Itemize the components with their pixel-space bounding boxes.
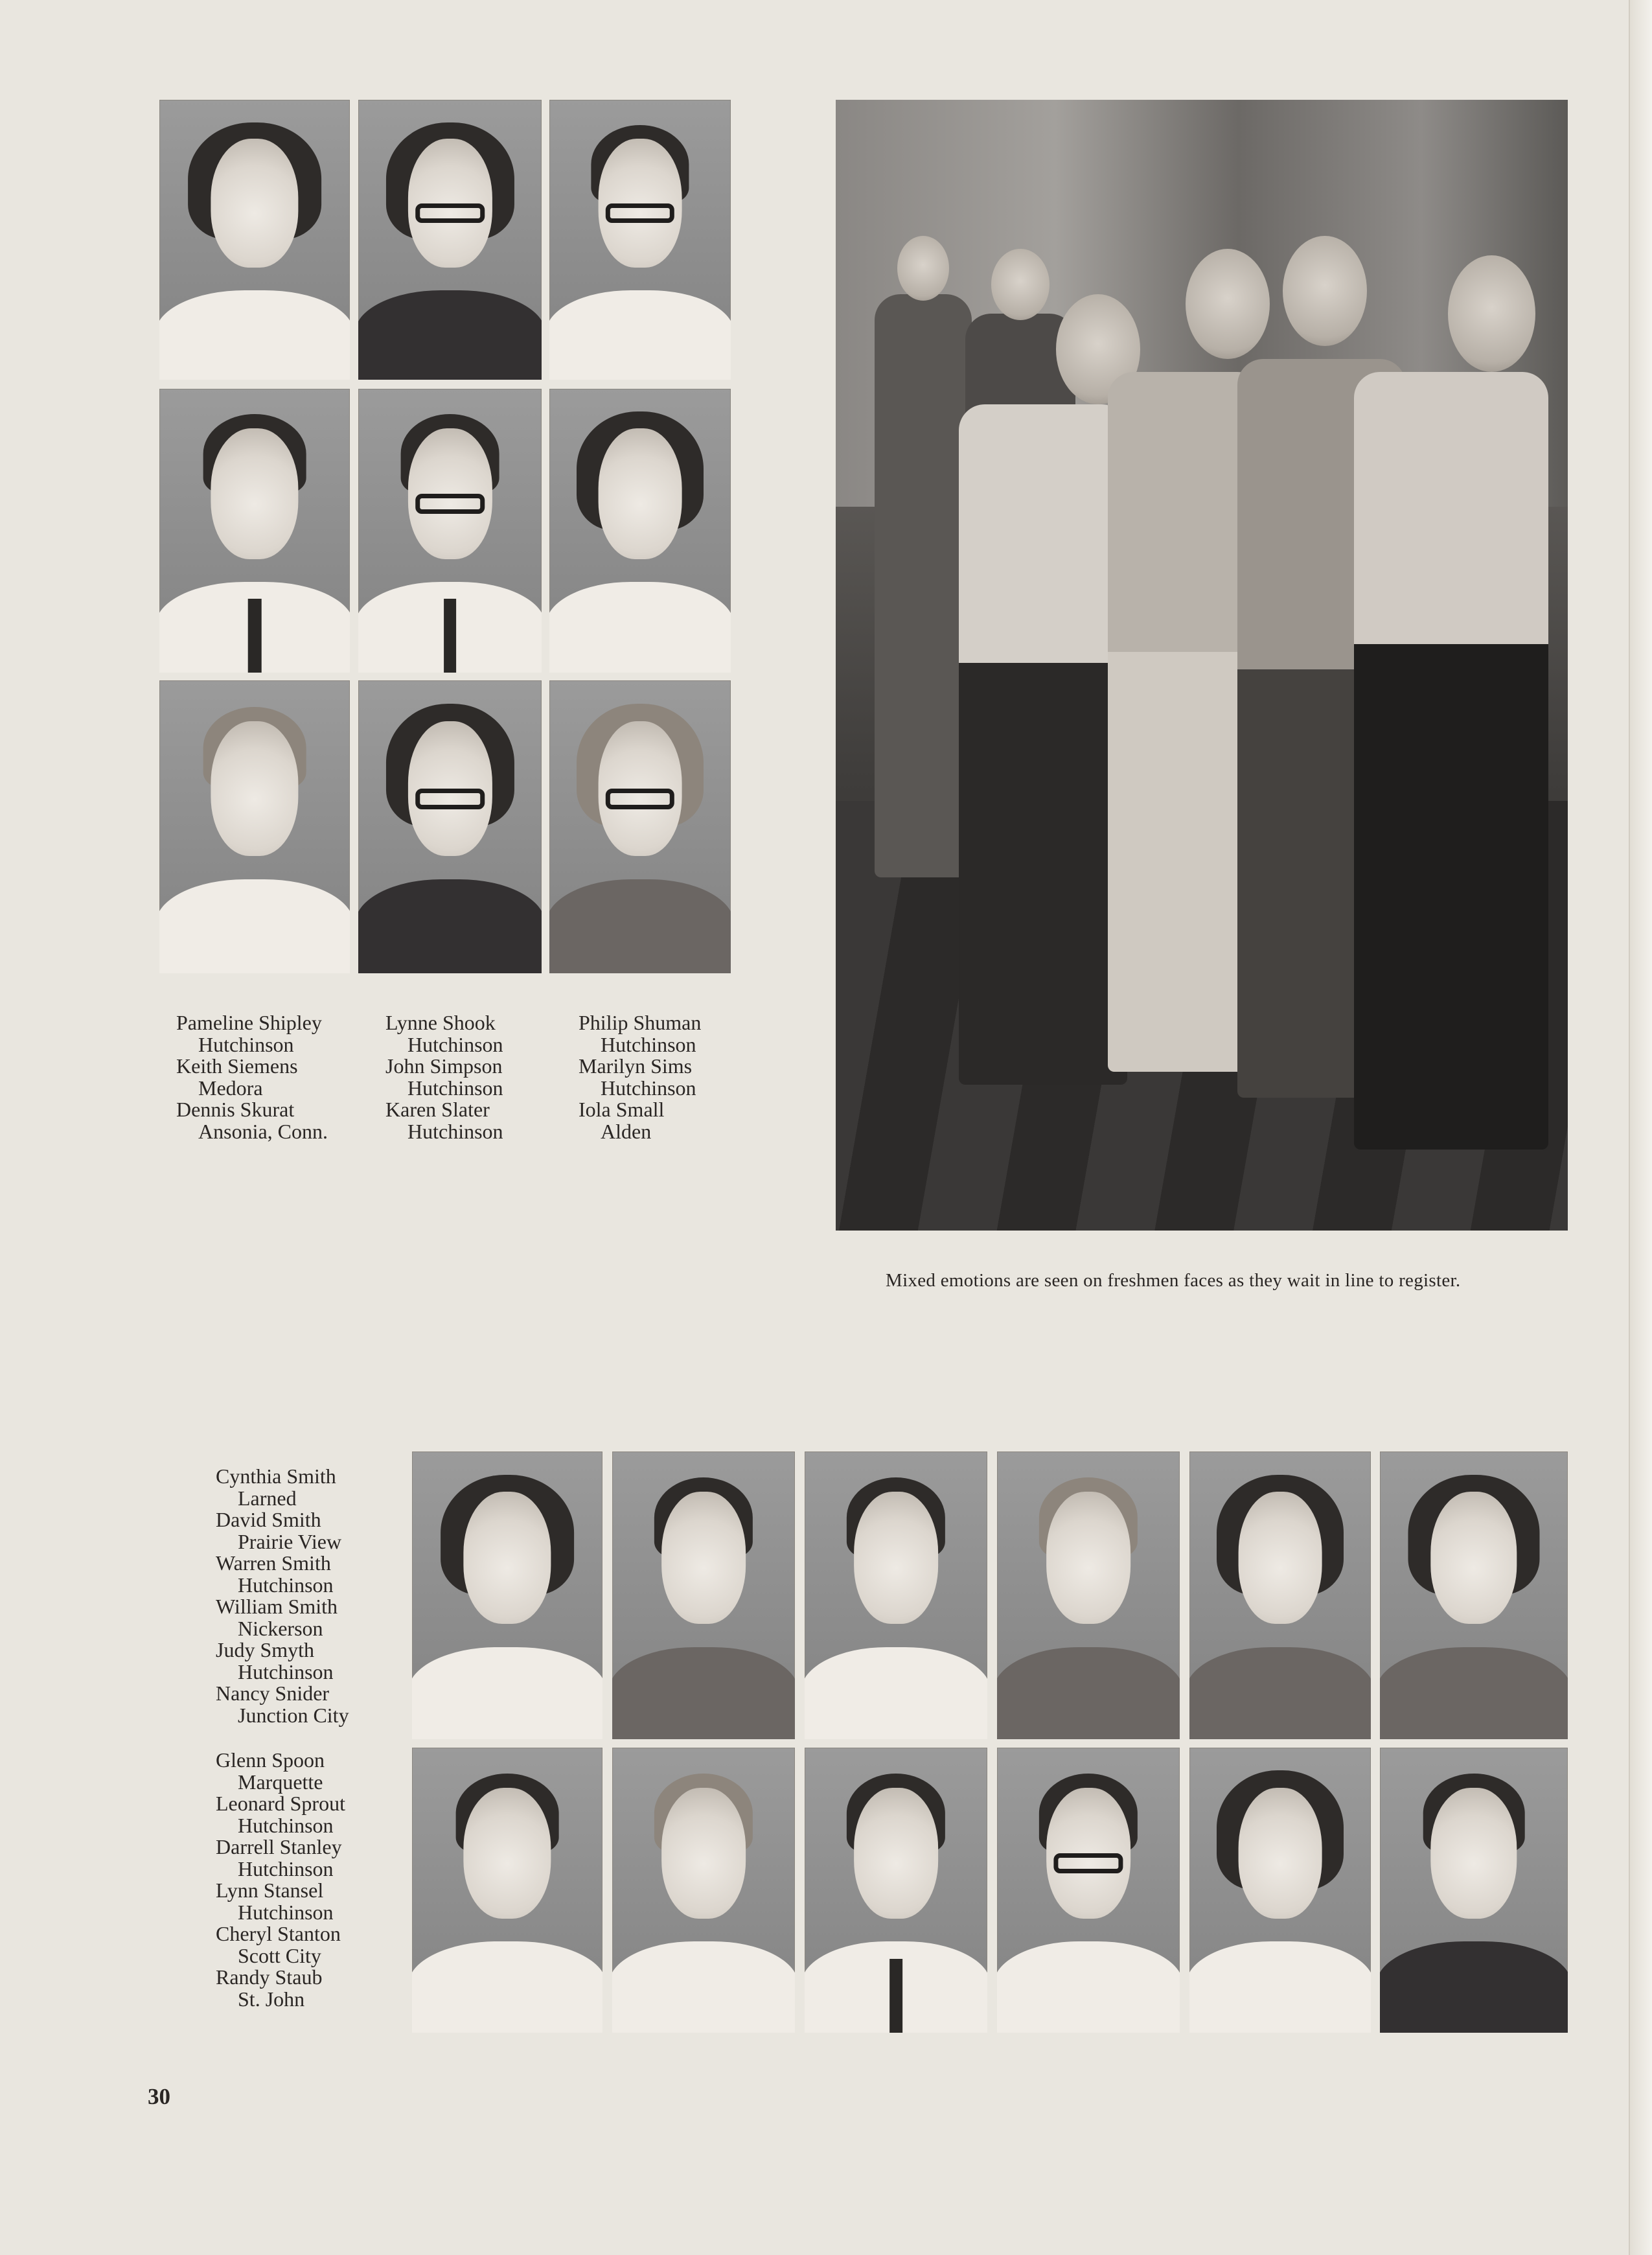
student-name: Darrell Stanley — [216, 1835, 342, 1858]
student-hometown: Alden — [601, 1119, 652, 1143]
portrait-photo — [1380, 1748, 1568, 2033]
top-name-column-2 — [385, 1012, 503, 1142]
portrait-photo — [358, 680, 542, 973]
portrait-photo — [412, 1451, 602, 1739]
student-hometown: Hutchinson — [198, 1032, 294, 1056]
student-hometown: Prairie View — [238, 1529, 342, 1553]
top-name-column-1 — [176, 1012, 328, 1142]
top-name-column-3 — [579, 1012, 701, 1142]
student-name: Dennis Skurat — [176, 1098, 295, 1121]
student-name: Cheryl Stanton — [216, 1922, 341, 1945]
bottom-name-column-row-1 — [216, 1466, 349, 1726]
page-number: 30 — [148, 2084, 170, 2109]
student-name: Randy Staub — [216, 1965, 323, 1989]
portrait-photo — [549, 680, 731, 973]
student-name: Leonard Sprout — [216, 1792, 345, 1815]
portrait-photo — [612, 1451, 795, 1739]
portrait-photo — [412, 1748, 602, 2033]
student-name: Keith Siemens — [176, 1054, 298, 1078]
student-hometown: Hutchinson — [601, 1076, 696, 1100]
student-name: Nancy Snider — [216, 1682, 330, 1705]
student-hometown: Hutchinson — [238, 1659, 334, 1683]
student-name: Pameline Shipley — [176, 1011, 322, 1034]
portrait-photo — [358, 389, 542, 673]
student-name: Glenn Spoon — [216, 1748, 325, 1772]
portrait-photo — [358, 100, 542, 380]
student-name: David Smith — [216, 1508, 321, 1531]
student-hometown: Hutchinson — [407, 1032, 503, 1056]
student-hometown: Hutchinson — [238, 1856, 334, 1880]
portrait-photo — [549, 100, 731, 380]
portrait-photo — [805, 1451, 987, 1739]
student-hometown: Larned — [238, 1486, 297, 1510]
page-edge — [1629, 0, 1652, 2255]
student-name: Lynn Stansel — [216, 1879, 324, 1902]
student-hometown: Hutchinson — [407, 1119, 503, 1143]
portrait-photo — [1189, 1748, 1371, 2033]
student-hometown: Junction City — [238, 1703, 349, 1727]
student-hometown: Scott City — [238, 1943, 321, 1967]
student-name: Philip Shuman — [579, 1011, 702, 1034]
student-hometown: Hutchinson — [238, 1813, 334, 1837]
portrait-photo — [612, 1748, 795, 2033]
photo-caption: Mixed emotions are seen on freshmen faces as they wait in line to register. — [886, 1270, 1461, 1291]
portrait-photo — [159, 680, 350, 973]
student-hometown: Hutchinson — [601, 1032, 696, 1056]
student-name: Cynthia Smith — [216, 1464, 336, 1488]
registration-line-photo — [836, 100, 1568, 1231]
portrait-photo — [997, 1748, 1180, 2033]
student-name: Iola Small — [579, 1098, 665, 1121]
portrait-photo — [159, 389, 350, 673]
student-name: Warren Smith — [216, 1551, 331, 1575]
student-hometown: St. John — [238, 1987, 305, 2011]
student-name: John Simpson — [385, 1054, 503, 1078]
student-hometown: Medora — [198, 1076, 263, 1100]
student-hometown: Ansonia, Conn. — [198, 1119, 328, 1143]
student-name: William Smith — [216, 1595, 338, 1618]
portrait-photo — [1189, 1451, 1371, 1739]
bottom-name-column-row-2 — [216, 1750, 345, 2010]
portrait-photo — [1380, 1451, 1568, 1739]
student-hometown: Hutchinson — [238, 1573, 334, 1597]
student-hometown: Hutchinson — [238, 1900, 334, 1924]
portrait-photo — [159, 100, 350, 380]
student-hometown: Marquette — [238, 1770, 323, 1794]
portrait-photo — [805, 1748, 987, 2033]
student-hometown: Hutchinson — [407, 1076, 503, 1100]
portrait-photo — [997, 1451, 1180, 1739]
student-hometown: Nickerson — [238, 1616, 323, 1640]
student-name: Karen Slater — [385, 1098, 490, 1121]
student-name: Lynne Shook — [385, 1011, 496, 1034]
student-name: Judy Smyth — [216, 1638, 315, 1661]
portrait-photo — [549, 389, 731, 673]
student-name: Marilyn Sims — [579, 1054, 693, 1078]
